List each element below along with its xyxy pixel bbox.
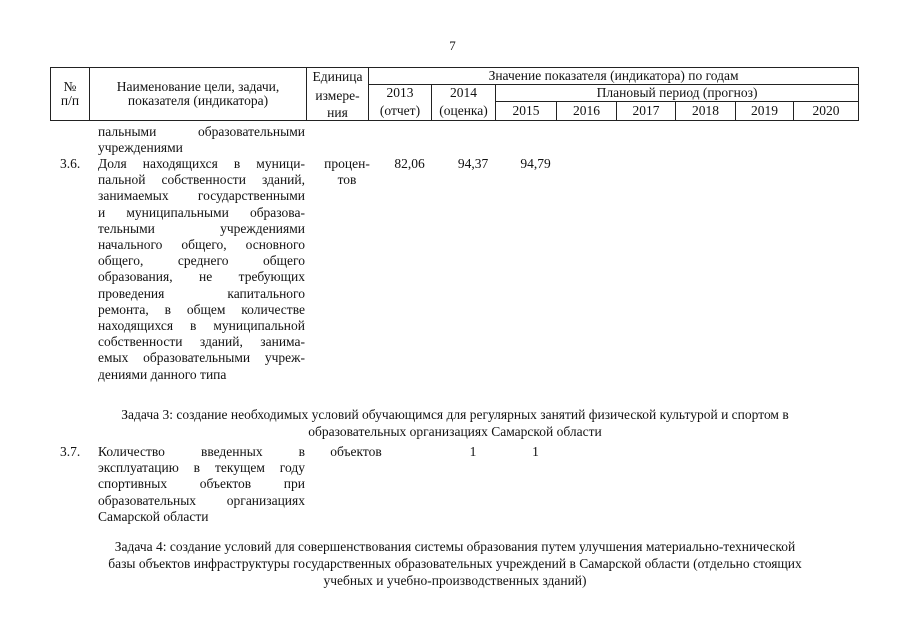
row-3-6-name-line: емых образовательными учреж- [98, 350, 305, 366]
indicator-table-header [50, 67, 859, 121]
row-3-6-name-line: находящихся в муниципальной [98, 318, 305, 334]
header-name-cell [90, 68, 307, 121]
header-plan-year-2020: 2020 [794, 102, 859, 121]
row-3-6-name-line: ремонта, в общем количестве [98, 301, 305, 317]
row-3-6-name-line: начального общего, основного [98, 237, 305, 253]
task-3-heading [60, 406, 850, 440]
row-3-7-name-line: образовательных организациях [98, 492, 305, 508]
row-3-6-value-2015: 94,79 [520, 156, 551, 171]
header-values-title: Значение показателя (индикатора) по годам [369, 68, 859, 85]
row-3-6-name-line: дениями данного типа [98, 366, 227, 382]
row-3-6-unit-line-2: тов [337, 172, 357, 188]
header-plan-year-2015: 2015 [496, 102, 557, 121]
header-unit-line-1: Единица [312, 69, 363, 84]
task-3-line-2: образовательных организациях Самарской области [308, 424, 602, 439]
row-3-6-unit-line-1: процен- [324, 156, 370, 171]
header-2014-note: (оценка) [432, 102, 496, 121]
header-unit-cell [307, 68, 369, 121]
page-number: 7 [449, 38, 456, 53]
header-number-cell [51, 68, 90, 121]
header-plan-year-2016: 2016 [557, 102, 617, 121]
row-3-6-name [98, 156, 305, 383]
row-3-6-value-2014: 94,37 [457, 156, 489, 171]
task-4-line-3: учебных и учебно-производственных зданий) [323, 573, 587, 588]
header-plan-title: Плановый период (прогноз) [496, 85, 859, 102]
header-plan-year-2017: 2017 [617, 102, 676, 121]
task-4-line-1: Задача 4: создание условий для совершенствования системы образования путем улучшения материально-технической [114, 539, 796, 554]
row-3-6-name-line: собственности зданий, занима- [98, 334, 305, 350]
header-unit-line-3: ния [327, 105, 348, 120]
header-number-label: № [63, 79, 77, 94]
row-3-6-name-line: образования, не требующих [98, 269, 305, 285]
header-2013-note: (отчет) [369, 102, 432, 121]
task-4-line-2: базы объектов инфраструктуры государственных образовательных учреждений в Самарской области (отдельно стоящих [108, 556, 802, 571]
row-3-7-value-2014: 1 [469, 444, 477, 459]
row-3-7-value-2015: 1 [532, 444, 539, 459]
row-3-7-name [98, 444, 305, 525]
row-3-6-name-line: общего, среднего общего [98, 253, 305, 269]
row-3-6-name-line: проведения капитального [98, 285, 305, 301]
row-3-7-name-line: спортивных объектов при [98, 476, 305, 492]
header-year-2013: 2013 [369, 85, 432, 102]
header-number-label-2: п/п [60, 93, 80, 108]
row-3-6-name-line: и муниципальными образова- [98, 204, 305, 220]
row-3-6-name-line: тельными учреждениями [98, 220, 305, 236]
row-3-6-value-2013: 82,06 [394, 156, 425, 171]
header-year-2014: 2014 [432, 85, 496, 102]
row-3-6-name-line: Доля находящихся в муници- [98, 156, 305, 171]
row-3-7-number: 3.7. [60, 444, 81, 459]
row-3-7-unit: объектов [330, 444, 382, 459]
task-4-heading [60, 538, 850, 589]
header-unit-line-2: измере- [315, 88, 360, 103]
continuation-line: учреждениями [98, 140, 183, 156]
row-3-7-name-line: Самарской области [98, 508, 209, 524]
row-3-7-name-line: Количество введенных в [98, 444, 305, 459]
task-3-line-1: Задача 3: создание необходимых условий обучающимся для регулярных занятий физической культурой и спортом в [121, 407, 789, 422]
header-name-line-2: показателя (индикатора) [127, 93, 269, 108]
row-3-7-name-line: эксплуатацию в текущем году [98, 460, 305, 476]
row-3-6-name-line: занимаемых государственными [98, 188, 305, 204]
header-name-line-1: Наименование цели, задачи, [116, 79, 280, 94]
continuation-line: пальными образовательными [98, 124, 305, 139]
row-3-6-number: 3.6. [60, 156, 81, 171]
row-3-6-unit [316, 156, 378, 188]
continuation-text [98, 124, 305, 156]
row-3-6-name-line: пальной собственности зданий, [98, 172, 305, 188]
header-plan-year-2018: 2018 [676, 102, 736, 121]
header-plan-year-2019: 2019 [736, 102, 794, 121]
